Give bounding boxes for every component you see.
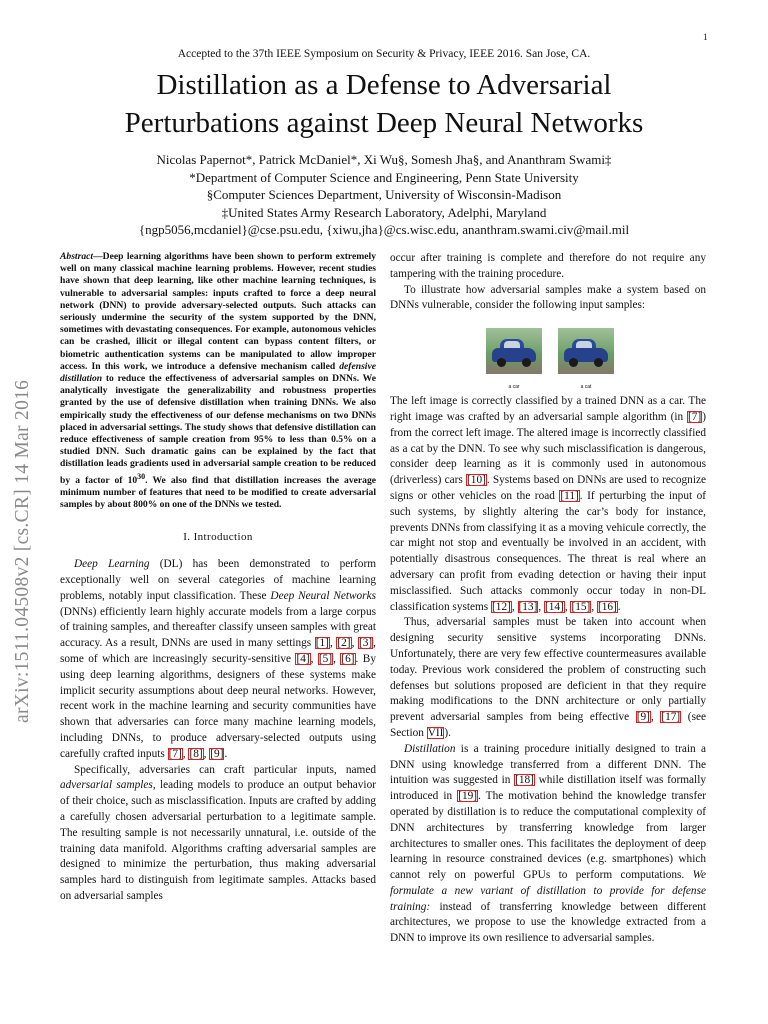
title-line-2: Perturbations against Deep Neural Networks (124, 107, 644, 139)
abstract-emphasis: defensive distillation (60, 360, 376, 385)
citation-link[interactable]: [9] (210, 747, 224, 760)
arxiv-stamp: arXiv:1511.04508v2 [cs.CR] 14 Mar 2016 (12, 379, 33, 723)
citation-link[interactable]: [2] (337, 637, 351, 650)
citation-link[interactable]: [1] (315, 637, 329, 650)
section-heading-introduction: I. Introduction (183, 531, 253, 544)
affiliation-1: *Department of Computer Science and Engineering, Penn State University (189, 169, 579, 185)
citation-link[interactable]: [7] (168, 747, 182, 760)
page-number: 1 (703, 32, 708, 42)
citation-link[interactable]: [3] (358, 637, 373, 650)
citation-link[interactable]: [14] (545, 600, 564, 613)
citation-link[interactable]: [8] (189, 747, 203, 760)
citation-link[interactable]: [7] (688, 410, 702, 423)
intro-paragraph-3: To illustrate how adversarial samples make a system based on DNNs vulnerable, consider the following input samples: (390, 283, 706, 312)
citation-link[interactable]: [5] (318, 653, 333, 666)
abstract-exponent: 30 (137, 471, 146, 481)
left-column (60, 251, 376, 905)
author-emails: {ngp5056,mcdaniel}@cse.psu.edu, {xiwu,jha}@cs.wisc.edu, ananthram.swami.civ@mail.mil (138, 222, 630, 238)
section-link[interactable]: VII (427, 726, 444, 739)
car-image (486, 328, 542, 374)
citation-link[interactable]: [13] (518, 600, 538, 613)
adversarial-car-image (558, 328, 614, 374)
citation-link[interactable]: [16] (597, 600, 617, 613)
intro-paragraph-5: Thus, adversarial samples must be taken into account when designing security sensitive systems incorporating DNNs. Unfortunately, there are very few effective countermeasures available today. Previous work considered the problem of constructing such defenses but solutions proposed are deficient in that they require making modifications to the DNN architecture or only partially prevent adversarial samples from being effective [9], [17] (see Section VII). (390, 616, 706, 739)
right-column (390, 251, 706, 947)
figure-label-cat: a cat (580, 384, 592, 391)
intro-paragraph-4: The left image is correctly classified by a trained DNN as a car. The right image was crafted by an adversarial sample algorithm (in [7]) from the correct left image. The altered image is incorrectly classified as a cat by the DNN. To see why such misclassification is dangerous, consider deep learning as it is commonly used in autonomous (driverless) cars [10]. Systems based on DNNs are used to recognize signs or other vehicles on the road [11]. If perturbing the input of such systems, by slightly altering the car’s body for instance, prevents DNNs from classifying it as a moving vehicule correctly, the car might not stop and eventually be involved in an accident, with potentially disastrous consequences. The threat is real where an adversary can profit from evading detection or having their input misclassified. Such attacks commonly occur today in non-DL classification systems [12], [13], [14], [15], [16]. (390, 395, 706, 613)
citation-link[interactable]: [18] (515, 774, 534, 787)
abstract-label: Abstract (60, 251, 94, 262)
figure-label-car: a car (508, 384, 520, 391)
figure-car-cat (390, 320, 706, 390)
citation-link[interactable]: [4] (296, 653, 310, 666)
intro-paragraph-1: Deep Learning (DL) has been demonstrated to perform exceptionally well on several categories of machine learning problems, notably input classification. These Deep Neural Networks (DNNs) efficiently learn highly accurate models from a large corpus of training samples, and thereafter classify unseen samples with great accuracy. As a result, DNNs are used in many settings [1], [2], [3], some of which are increasingly security-sensitive [4], [5], [6]. By using deep learning algorithms, designers of these systems make implicit security assumptions about deep neural networks. However, recent work in the machine learning and security communities have shown that adversaries can force many machine learning models, including DNNs, to produce adversary-selected outputs using carefully crafted inputs [7], [8], [9]. (60, 558, 376, 760)
paper-title (40, 66, 728, 142)
author-block (40, 151, 728, 239)
title-line-1: Distillation as a Defense to Adversarial (156, 69, 612, 101)
intro-paragraph-2: Specifically, adversaries can craft particular inputs, named adversarial samples, leading models to produce an output behavior of their choice, such as misclassification. Inputs are crafted by adding a carefully chosen adversarial perturbation to a legitimate sample. The resulting sample is not necessarily unnatural, i.e. outside of the training data manifold. Algorithms crafting adversarial samples are designed to minimize the perturbation, thus making adversarial samples hard to distinguish from legitimate samples. Attacks based on adversarial samples (60, 763, 376, 902)
citation-link[interactable]: [9] (636, 711, 650, 724)
venue-note: Accepted to the 37th IEEE Symposium on Security & Privacy, IEEE 2016. San Jose, CA. (177, 48, 591, 60)
intro-paragraph-6: Distillation is a training procedure initially designed to train a DNN using knowledge transferred from a different DNN. The intuition was suggested in [18] while distillation itself was formally introduced in [19]. The motivation behind the knowledge transfer operated by distillation is to reduce the computational complexity of DNN architectures by transferring knowledge from larger architectures to smaller ones. This facilitates the deployment of deep learning in resource constrained devices (e.g. smartphones) which cannot rely on powerful GPUs to perform computations. We formulate a new variant of distillation to provide for defense training: instead of transferring knowledge between different architectures, we propose to use the knowledge extracted from a DNN to improve its own resilience to adversarial samples. (390, 742, 706, 945)
citation-link[interactable]: [11] (560, 489, 579, 502)
affiliation-2: §Computer Sciences Department, University of Wisconsin-Madison (206, 187, 562, 203)
citation-link[interactable]: [19] (458, 790, 478, 803)
author-names: Nicolas Papernot*, Patrick McDaniel*, Xi Wu§, Somesh Jha§, and Ananthram Swami‡ (156, 152, 612, 167)
citation-link[interactable]: [12] (492, 600, 511, 613)
affiliation-3: ‡United States Army Research Laboratory, Adelphi, Maryland (221, 204, 547, 220)
citation-link[interactable]: [17] (661, 711, 681, 724)
citation-link[interactable]: [15] (571, 600, 591, 613)
citation-link[interactable]: [10] (467, 474, 486, 487)
citation-link[interactable]: [6] (341, 653, 355, 666)
intro-paragraph-continued: occur after training is complete and therefore do not require any tampering with the training procedure. (390, 252, 706, 280)
abstract: Abstract—Deep learning algorithms have been shown to perform extremely well on many classical machine learning problems. However, recent studies have shown that deep learning, like other machine learning techniques, is vulnerable to adversarial samples: inputs crafted to force a deep neural network (DNN) to provide adversary-selected outputs. Such attacks can seriously undermine the security of the system supported by the DNN, sometimes with devastating consequences. For example, autonomous vehicles can be crashed, illicit or illegal content can bypass content filters, or biometric authentication systems can be manipulated to allow improper access. In this work, we introduce a defensive mechanism called defensive distillation to reduce the effectiveness of adversarial samples on DNNs. We analytically investigate the generalizability and robustness properties granted by the use of defensive distillation when training DNNs. We also empirically study the effectiveness of our defense mechanisms on two DNNs placed in adversarial settings. The study shows that defensive distillation can reduce effectiveness of sample creation from 95% to less than 0.5% on a studied DNN. Such dramatic gains can be explained by the fact that distillation leads gradients used in adversarial sample creation to be reduced by a factor of $10^{30}$. We also find that distillation increases the average minimum number of features that need to be modified to create adversarial samples by about 800% on one of the DNNs we tested. (60, 251, 377, 511)
